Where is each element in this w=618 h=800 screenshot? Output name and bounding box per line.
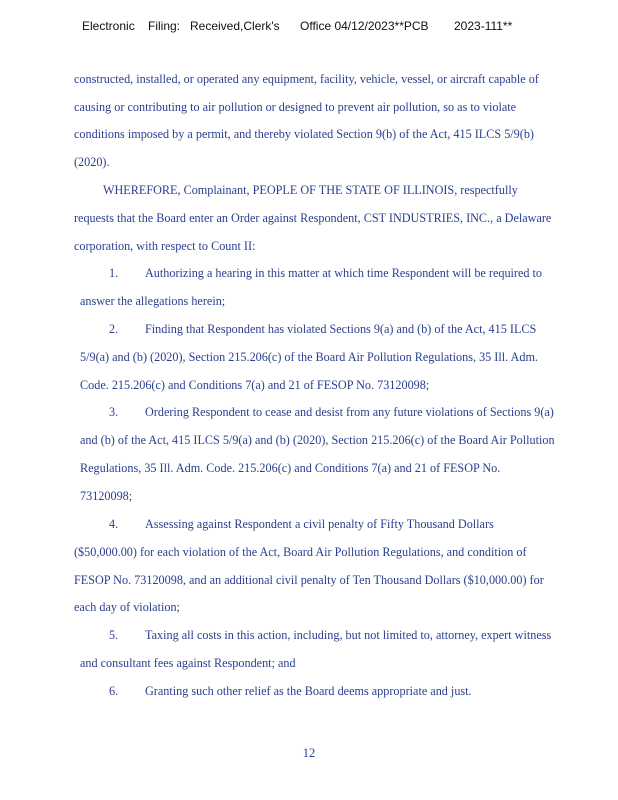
item-number: 6. — [109, 684, 119, 698]
item-line: Assessing against Respondent a civil penalty of Fifty Thousand Dollars — [145, 517, 494, 531]
item-line: 73120098; — [80, 489, 133, 503]
item-line: Taxing all costs in this action, including, but not limited to, attorney, expert witness — [145, 628, 552, 642]
item-line: Ordering Respondent to cease and desist from any future violations of Sections 9(a) — [145, 405, 554, 419]
filing-header — [0, 19, 618, 39]
intro-line: conditions imposed by a permit, and thereby violated Section 9(b) of the Act, 415 ILCS 5/9(b) — [74, 127, 534, 141]
header-office-date: Office 04/12/2023**PCB — [300, 19, 429, 33]
intro-line: causing or contributing to air pollution or designed to prevent air pollution, so as to violate — [74, 100, 517, 114]
item-line: ($50,000.00) for each violation of the Act, Board Air Pollution Regulations, and condition of — [74, 545, 527, 559]
item-line: Finding that Respondent has violated Sections 9(a) and (b) of the Act, 415 ILCS — [145, 322, 537, 336]
wherefore-line: WHEREFORE, Complainant, PEOPLE OF THE STATE OF ILLINOIS, respectfully — [103, 183, 518, 197]
item-line: and consultant fees against Respondent; and — [80, 656, 296, 670]
item-line: each day of violation; — [74, 600, 180, 614]
item-line: Regulations, 35 Ill. Adm. Code. 215.206(c) and Conditions 7(a) and 21 of FESOP No. — [80, 461, 501, 475]
page-number: 12 — [302, 746, 316, 760]
item-line: FESOP No. 73120098, and an additional civil penalty of Ten Thousand Dollars ($10,000.00) for — [74, 573, 544, 587]
header-case-number: 2023-111** — [454, 19, 513, 33]
intro-line: (2020). — [74, 155, 110, 169]
header-filing: Filing: — [148, 19, 181, 33]
wherefore-line: requests that the Board enter an Order against Respondent, CST INDUSTRIES, INC., a Delaware — [74, 211, 552, 225]
item-number: 1. — [109, 266, 119, 280]
item-line: 5/9(a) and (b) (2020), Section 215.206(c) of the Board Air Pollution Regulations, 35 Ill. Adm. — [80, 350, 538, 364]
item-line: Granting such other relief as the Board deems appropriate and just. — [145, 684, 472, 698]
wherefore-line: corporation, with respect to Count II: — [74, 239, 256, 253]
item-number: 5. — [109, 628, 119, 642]
item-number: 4. — [109, 517, 119, 531]
item-line: answer the allegations herein; — [80, 294, 226, 308]
header-received: Received,Clerk's — [190, 19, 280, 33]
item-line: and (b) of the Act, 415 ILCS 5/9(a) and (b) (2020), Section 215.206(c) of the Board Air Pollution — [80, 433, 555, 447]
intro-line: constructed, installed, or operated any equipment, facility, vehicle, vessel, or aircraft capable of — [74, 72, 539, 86]
item-number: 2. — [109, 322, 119, 336]
item-line: Code. 215.206(c) and Conditions 7(a) and 21 of FESOP No. 73120098; — [80, 378, 430, 392]
item-number: 3. — [109, 405, 119, 419]
item-line: Authorizing a hearing in this matter at which time Respondent will be required to — [145, 266, 543, 280]
header-electronic: Electronic — [82, 19, 135, 33]
